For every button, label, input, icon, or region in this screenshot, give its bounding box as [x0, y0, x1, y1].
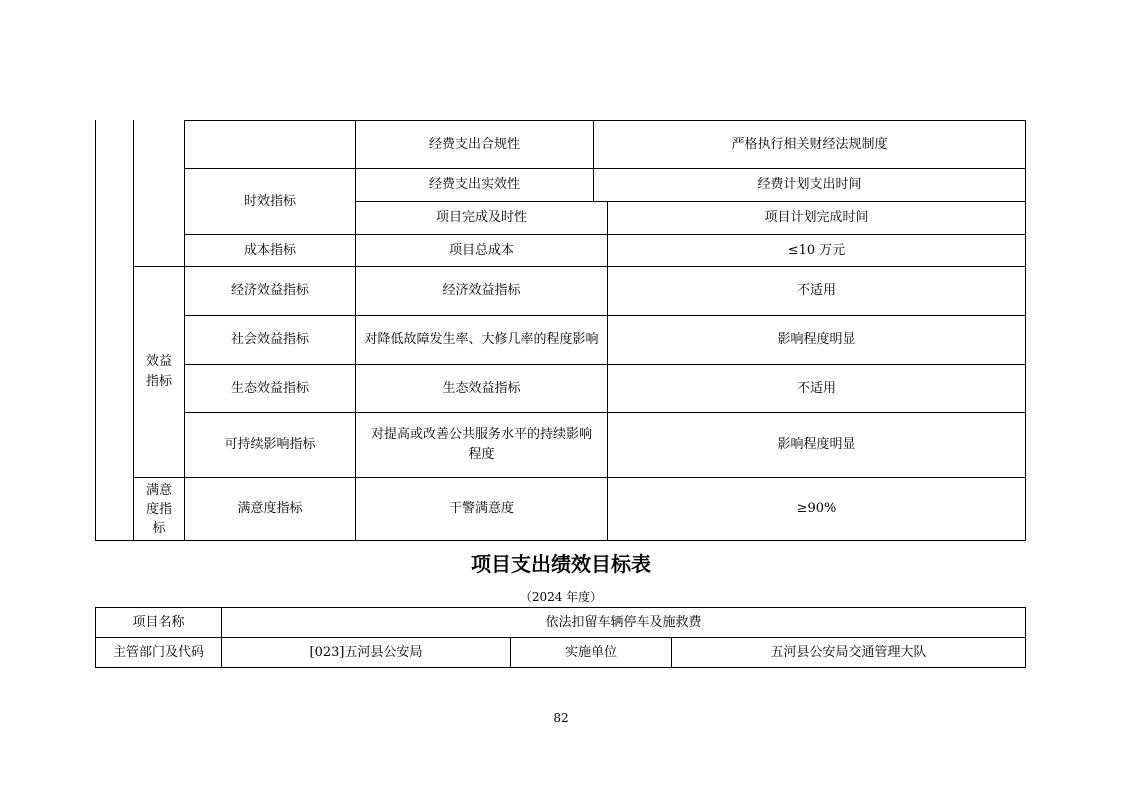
table-border — [95, 120, 96, 541]
item-cell: 生态效益指标 — [442, 380, 521, 396]
value-cell: 项目计划完成时间 — [764, 210, 869, 225]
metric-cell — [185, 121, 355, 168]
item-cell: 对降低故障发生率、大修几率的程度影响 — [364, 332, 599, 347]
page-number: 82 — [553, 711, 569, 725]
metric-cell: 生态效益指标 — [230, 380, 309, 396]
value-cell: 不适用 — [796, 283, 836, 298]
value-cell: 影响程度明显 — [777, 437, 856, 452]
dept-label: 主管部门及代码 — [112, 644, 204, 660]
value-cell: 经费计划支出时间 — [757, 177, 862, 192]
value-cell: ≥90% — [796, 501, 837, 516]
table-border — [95, 540, 1026, 541]
item-cell: 对提高或改善公共服务水平的持续影响 程度 — [370, 427, 592, 462]
metric-cell: 经济效益指标 — [230, 283, 309, 298]
unit-label: 实施单位 — [564, 644, 617, 660]
item-cell: 经费支出实效性 — [428, 177, 520, 192]
page-subtitle: （2024 年度） — [519, 590, 603, 604]
table-border — [1025, 607, 1026, 668]
metric-cell-cost: 成本指标 — [243, 242, 296, 258]
page-title: 项目支出绩效目标表 — [471, 552, 651, 576]
category-cell-benefit: 效益 指标 — [145, 354, 172, 389]
project-name-label: 项目名称 — [132, 614, 185, 630]
table-border — [95, 667, 1026, 668]
category-cell-satisfaction: 满意 度指 标 — [145, 482, 172, 536]
metric-cell-timeliness: 时效指标 — [243, 193, 296, 209]
dept-value: [023]五河县公安局 — [309, 644, 423, 660]
metric-cell: 社会效益指标 — [230, 332, 309, 347]
value-cell: ≤10 万元 — [787, 242, 846, 258]
unit-value: 五河县公安局交通管理大队 — [770, 644, 927, 660]
item-cell: 经费支出合规性 — [428, 136, 520, 152]
value-cell: 严格执行相关财经法规制度 — [731, 136, 888, 152]
item-cell: 经济效益指标 — [442, 283, 521, 298]
item-cell: 项目完成及时性 — [435, 210, 527, 225]
project-name-value: 依法扣留车辆停车及施救费 — [545, 614, 702, 630]
item-cell: 项目总成本 — [448, 242, 514, 258]
item-cell: 干警满意度 — [448, 501, 514, 516]
metric-cell: 满意度指标 — [237, 501, 303, 516]
metric-cell: 可持续影响指标 — [224, 437, 316, 452]
value-cell: 不适用 — [796, 380, 836, 396]
value-cell: 影响程度明显 — [777, 332, 856, 347]
